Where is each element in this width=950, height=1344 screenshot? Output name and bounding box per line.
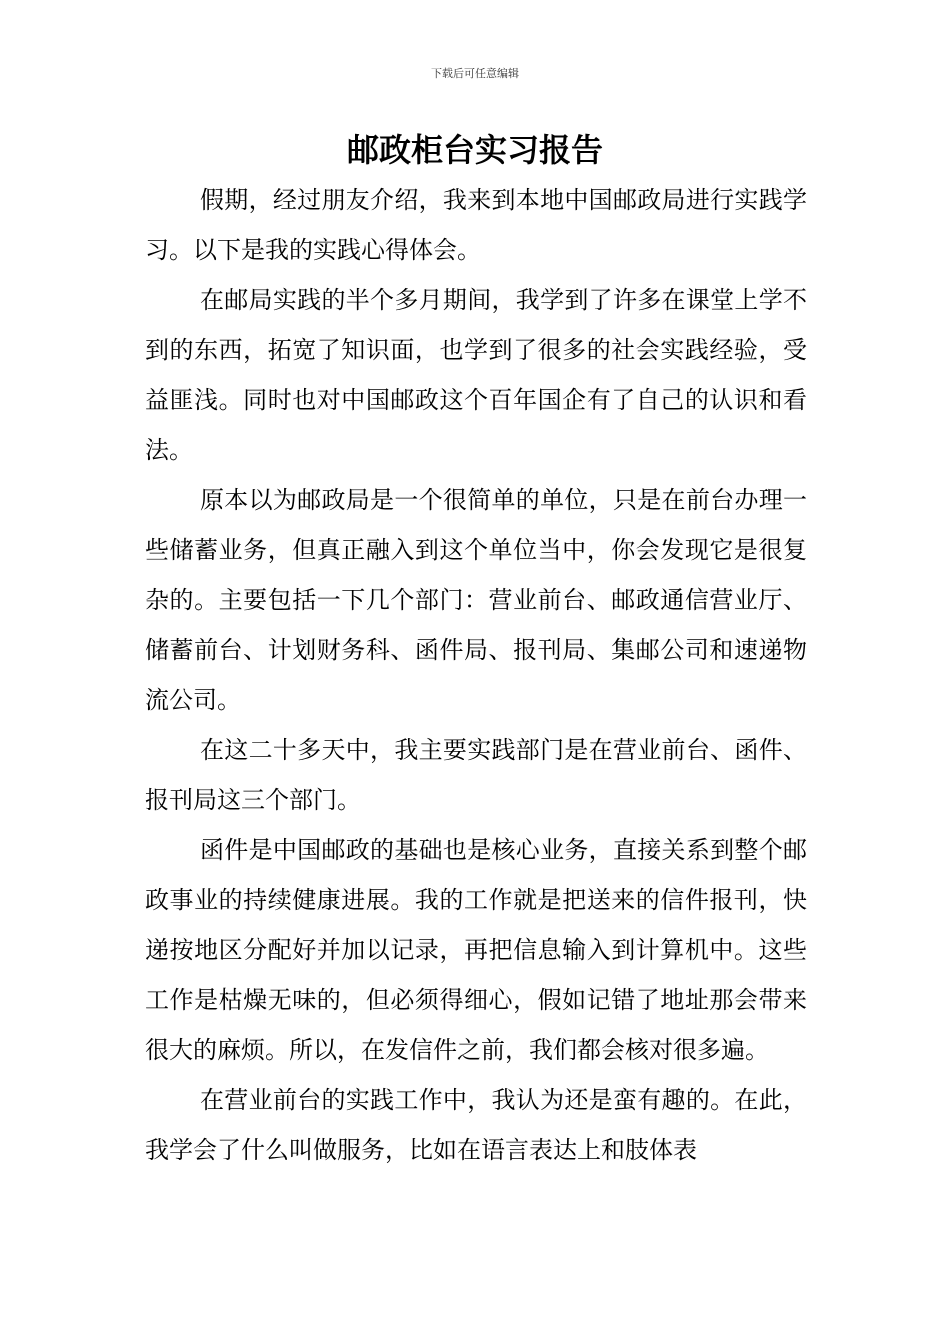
paragraph: 原本以为邮政局是一个很简单的单位，只是在前台办理一些储蓄业务，但真正融入到这个单位当中，你会发现它是很复杂的。主要包括一下几个部门：营业前台、邮政通信营业厅、储蓄前台、计划财务科、函件局、报刊局、集邮公司和速递物流公司。 xyxy=(145,486,807,714)
paragraph: 在这二十多天中，我主要实践部门是在营业前台、函件、报刊局这三个部门。 xyxy=(145,736,807,814)
page-title: 邮政柜台实习报告 xyxy=(346,131,603,169)
paragraph: 在营业前台的实践工作中，我认为还是蛮有趣的。在此，我学会了什么叫做服务，比如在语言表达上和肢体表 xyxy=(145,1086,807,1164)
paragraph: 在邮局实践的半个多月期间，我学到了许多在课堂上学不到的东西，拓宽了知识面，也学到了很多的社会实践经验，受益匪浅。同时也对中国邮政这个百年国企有了自己的认识和看法。 xyxy=(145,286,807,464)
header-note: 下载后可任意编辑 xyxy=(431,67,519,80)
paragraph: 函件是中国邮政的基础也是核心业务，直接关系到整个邮政事业的持续健康进展。我的工作就是把送来的信件报刊，快递按地区分配好并加以记录，再把信息输入到计算机中。这些工作是枯燥无味的，但必须得细心，假如记错了地址那会带来很大的麻烦。所以，在发信件之前，我们都会核对很多遍。 xyxy=(145,836,807,1064)
paragraph: 假期，经过朋友介绍，我来到本地中国邮政局进行实践学习。以下是我的实践心得体会。 xyxy=(145,186,807,264)
document-body xyxy=(145,175,807,1175)
